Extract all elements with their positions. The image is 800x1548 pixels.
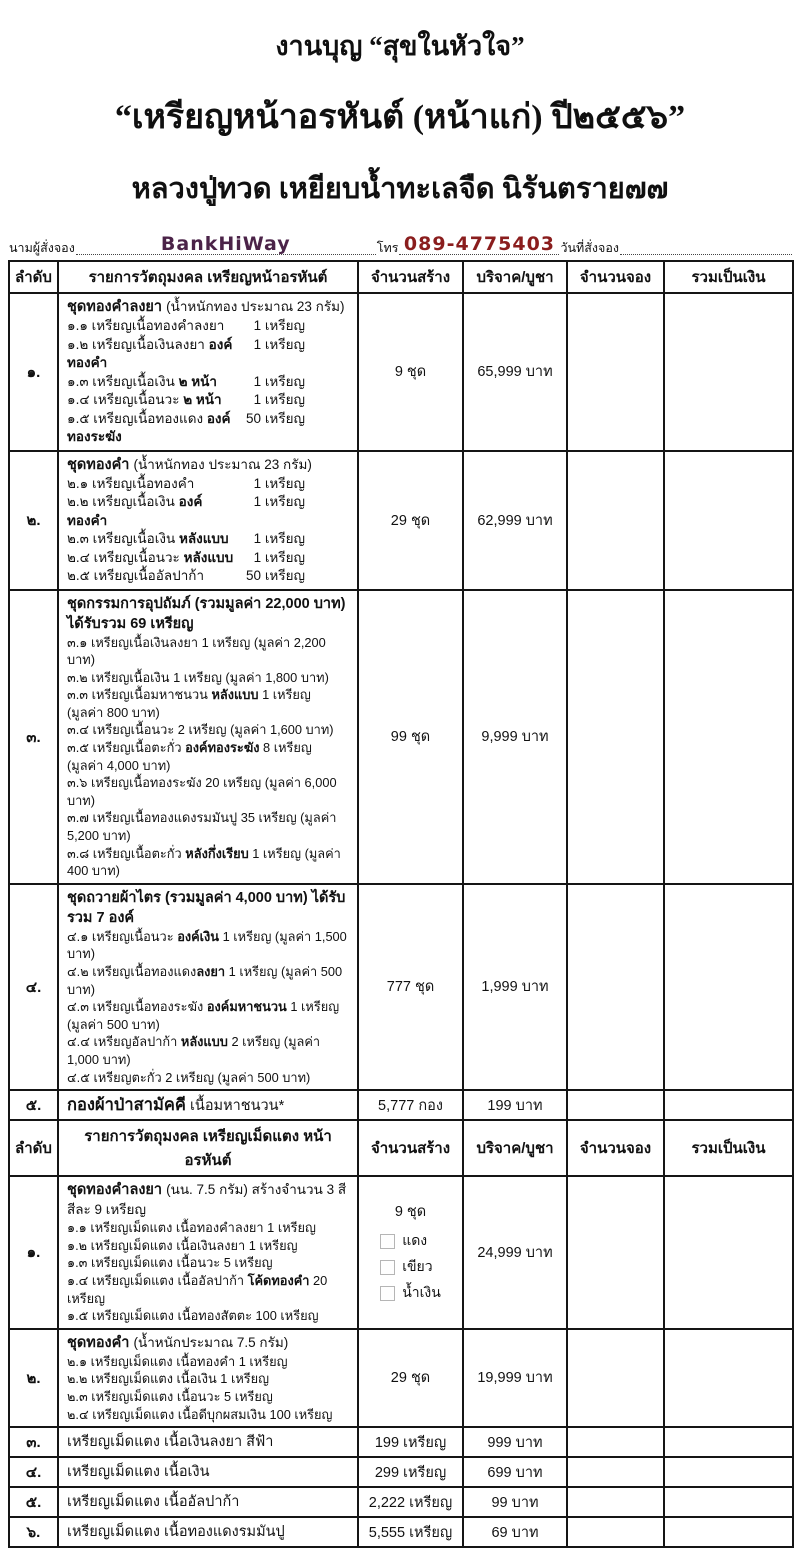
- donation-price-cell: 19,999 บาท: [463, 1329, 567, 1427]
- item-description: [58, 1517, 358, 1547]
- color-label: แดง: [402, 1232, 428, 1249]
- item-text: ๑.๕ เหรียญเนื้อทองแดง: [67, 410, 207, 426]
- item-text: ๒ หน้า: [183, 392, 222, 407]
- donation-price-cell: 62,999 บาท: [463, 451, 567, 590]
- quantity-made-cell: [358, 451, 463, 590]
- row-number: ๕.: [9, 1487, 58, 1517]
- item-quantity: 1 เหรียญ: [253, 392, 305, 407]
- table-row: [9, 590, 793, 884]
- item-text: เหรียญเม็ดแตง เนื้อเงิน: [67, 1464, 210, 1481]
- table-row: [9, 1427, 793, 1457]
- table-row: [9, 1517, 793, 1547]
- total-amount-input-cell[interactable]: [664, 1517, 793, 1547]
- color-checkbox[interactable]: [380, 1260, 395, 1275]
- item-text: 1 เหรียญ (มูลค่า 400 บาท): [67, 845, 341, 879]
- total-amount-input-cell[interactable]: [664, 293, 793, 451]
- row-number: ๓.: [9, 1427, 58, 1457]
- reserve-quantity-input-cell[interactable]: [567, 1487, 664, 1517]
- quantity-made-value: 9 ชุด: [394, 364, 427, 381]
- item-text: องค์ทองคำ: [67, 336, 233, 370]
- quantity-made-cell: [358, 1176, 463, 1329]
- item-text: ๒.๓ เหรียญเม็ดแตง เนื้อนวะ 5 เหรียญ: [67, 1388, 273, 1404]
- item-text: ๑.๕ เหรียญเม็ดแตง เนื้อทองสัตตะ 100 เหรียญ: [67, 1308, 319, 1324]
- total-amount-input-cell[interactable]: [664, 884, 793, 1090]
- quantity-made-value: 29 ชุด: [390, 1370, 431, 1387]
- item-text: หลังแบบ: [180, 1034, 228, 1050]
- item-description: [58, 451, 358, 590]
- item-text: ๔.๔ เหรียญอัลปาก้า: [67, 1034, 181, 1050]
- quantity-made-cell: [358, 1329, 463, 1427]
- total-amount-input-cell[interactable]: [664, 590, 793, 884]
- donation-price-cell: 99 บาท: [463, 1487, 567, 1517]
- item-text: 2 เหรียญ (มูลค่า 1,000 บาท): [67, 1034, 321, 1067]
- row-number: ๕.: [9, 1090, 58, 1120]
- quantity-made-cell: [358, 590, 463, 884]
- orderer-name-field[interactable]: [76, 224, 376, 255]
- item-text: องค์ทองระฆัง: [185, 740, 260, 756]
- column-header: รายการวัตถุมงคล เหรียญหน้าอรหันต์: [58, 261, 358, 293]
- item-quantity: 50 เหรียญ: [246, 410, 305, 426]
- item-description: [58, 1487, 358, 1517]
- reserve-quantity-input-cell[interactable]: [567, 1329, 664, 1427]
- quantity-made-value: 2,222 เหรียญ: [368, 1494, 453, 1511]
- reserve-quantity-input-cell[interactable]: [567, 1427, 664, 1457]
- row-number: ๖.: [9, 1517, 58, 1547]
- reserve-quantity-input-cell[interactable]: [567, 451, 664, 590]
- total-amount-input-cell[interactable]: [664, 1487, 793, 1517]
- coin-title: “เหรียญหน้าอรหันต์ (หน้าแก่) ปี๒๕๕๖”: [114, 99, 686, 136]
- donation-price-cell: 1,999 บาท: [463, 884, 567, 1090]
- item-text: ๒.๑ เหรียญเนื้อทองคำ: [67, 475, 195, 491]
- donation-price-cell: 199 บาท: [463, 1090, 567, 1120]
- order-form-page: [8, 0, 792, 1548]
- item-text: ๒.๑ เหรียญเม็ดแตง เนื้อทองคำ 1 เหรียญ: [67, 1353, 288, 1369]
- quantity-made-cell: [358, 1427, 463, 1457]
- item-text: ๓.๕ เหรียญเนื้อตะกั่ว: [67, 740, 186, 756]
- quantity-made-cell: [358, 1457, 463, 1487]
- item-description: [58, 590, 358, 884]
- reserve-quantity-input-cell[interactable]: [567, 293, 664, 451]
- item-text: ๑.๑ เหรียญเนื้อทองคำลงยา: [67, 318, 225, 333]
- item-quantity: 1 เหรียญ: [253, 318, 305, 333]
- quantity-made-value: 777 ชุด: [386, 979, 435, 996]
- total-amount-input-cell[interactable]: [664, 1329, 793, 1427]
- item-text: กองผ้าป่าสามัคคี: [67, 1095, 186, 1114]
- quantity-made-cell: [358, 884, 463, 1090]
- column-header: บริจาค/บูชา: [463, 1120, 567, 1176]
- item-text: เนื้อมหาชนวน*: [185, 1097, 285, 1114]
- donation-price-cell: 9,999 บาท: [463, 590, 567, 884]
- quantity-made-value: 5,555 เหรียญ: [368, 1524, 453, 1541]
- column-header: ลำดับ: [9, 1120, 58, 1176]
- item-text: ๑.๔ เหรียญเม็ดแตง เนื้ออัลปาก้า: [67, 1272, 248, 1288]
- quantity-made-value: 9 ชุด: [394, 1204, 427, 1221]
- reserve-quantity-input-cell[interactable]: [567, 1457, 664, 1487]
- item-text: ๓.๔ เหรียญเนื้อนวะ 2 เหรียญ (มูลค่า 1,600 บาท): [67, 722, 334, 738]
- item-quantity: 50 เหรียญ: [246, 568, 305, 583]
- item-description: [58, 884, 358, 1090]
- row-number: ๒.: [9, 1329, 58, 1427]
- item-quantity: 1 เหรียญ: [253, 336, 305, 352]
- phone-value: 089-4775403: [403, 233, 556, 255]
- item-description: [58, 1457, 358, 1487]
- item-text: ๓.๑ เหรียญเนื้อเงินลงยา 1 เหรียญ (มูลค่า 2,200 บาท): [67, 634, 326, 668]
- item-text: องค์เงิน: [177, 928, 220, 944]
- column-header: จำนวนจอง: [567, 261, 664, 293]
- phone-label: โทร: [376, 241, 399, 255]
- row-number: ๑.: [9, 293, 58, 451]
- item-text: องค์ทองคำ: [67, 494, 203, 528]
- item-text: ๒.๒ เหรียญเนื้อเงิน: [67, 494, 179, 509]
- donation-price-cell: 65,999 บาท: [463, 293, 567, 451]
- item-text: 1 เหรียญ (มูลค่า 500 บาท): [67, 964, 343, 997]
- quantity-made-value: 29 ชุด: [390, 512, 431, 529]
- quantity-made-value: 299 เหรียญ: [374, 1464, 447, 1481]
- item-text: ๒.๔ เหรียญเม็ดแตง เนื้อดีบุกผสมเงิน 100 เหรียญ: [67, 1406, 333, 1422]
- donation-price-cell: 999 บาท: [463, 1427, 567, 1457]
- item-text: ๒ หน้า: [178, 373, 217, 389]
- color-checkbox[interactable]: [380, 1286, 395, 1301]
- table-row: [9, 1329, 793, 1427]
- row-number: ๓.: [9, 590, 58, 884]
- quantity-made-value: 199 เหรียญ: [374, 1434, 447, 1451]
- item-quantity: 1 เหรียญ: [253, 531, 305, 546]
- reserve-quantity-input-cell[interactable]: [567, 1176, 664, 1329]
- item-text: เหรียญเม็ดแตง เนื้อเงินลงยา สีฟ้า: [67, 1434, 274, 1451]
- event-title: งานบุญ “สุขในหัวใจ”: [275, 31, 525, 61]
- phone-field[interactable]: [399, 224, 559, 255]
- item-text: หลังกึ่งเรียบ: [185, 845, 249, 861]
- row-number: ๒.: [9, 451, 58, 590]
- reserve-quantity-input-cell[interactable]: [567, 1517, 664, 1547]
- column-header: จำนวนสร้าง: [358, 261, 463, 293]
- column-header: บริจาค/บูชา: [463, 261, 567, 293]
- row-number: ๑.: [9, 1176, 58, 1329]
- column-header: รวมเป็นเงิน: [664, 261, 793, 293]
- item-text: ๑.๓ เหรียญเม็ดแตง เนื้อนวะ 5 เหรียญ: [67, 1255, 273, 1271]
- item-quantity: 1 เหรียญ: [253, 549, 305, 565]
- item-text: 1 เหรียญ (มูลค่า 500 บาท): [67, 999, 340, 1032]
- color-label: เขียว: [402, 1258, 433, 1275]
- color-option: [380, 1230, 427, 1252]
- donation-price-cell: 24,999 บาท: [463, 1176, 567, 1329]
- item-text: ๑.๒ เหรียญเม็ดแตง เนื้อเงินลงยา 1 เหรียญ: [67, 1237, 298, 1253]
- item-text: (น้ำหนักประมาณ 7.5 กรัม): [133, 1334, 289, 1350]
- item-text: ๒.๓ เหรียญเนื้อเงิน: [67, 531, 179, 546]
- quantity-made-value: 99 ชุด: [390, 729, 431, 746]
- quantity-made-cell: [358, 1487, 463, 1517]
- column-header: จำนวนจอง: [567, 1120, 664, 1176]
- item-description: [58, 1176, 358, 1329]
- color-option: [380, 1256, 432, 1278]
- item-text: (น้ำหนักทอง ประมาณ 23 กรัม): [133, 456, 312, 472]
- item-text: ๒.๕ เหรียญเนื้ออัลปาก้า: [67, 568, 205, 583]
- donation-price-cell: 699 บาท: [463, 1457, 567, 1487]
- title-block: [8, 24, 792, 211]
- monk-title: หลวงปู่ทวด เหยียบน้ำทะเลจืด นิรันตราย๗๗: [131, 173, 669, 205]
- item-text: ๑.๑ เหรียญเม็ดแตง เนื้อทองคำลงยา 1 เหรียญ: [67, 1220, 316, 1236]
- total-amount-input-cell[interactable]: [664, 1176, 793, 1329]
- item-text: ๓.๖ เหรียญเนื้อทองระฆัง 20 เหรียญ (มูลค่า 6,000 บาท): [67, 775, 337, 808]
- item-description: [58, 1329, 358, 1427]
- item-text: ๔.๒ เหรียญเนื้อทองแดง: [67, 964, 197, 979]
- item-text: ๒.๒ เหรียญเม็ดแตง เนื้อเงิน 1 เหรียญ: [67, 1371, 270, 1387]
- item-text: ชุดทองคำลงยา: [67, 1182, 167, 1199]
- item-text: ๒.๔ เหรียญเนื้อนวะ: [67, 549, 184, 565]
- row-number: ๔.: [9, 884, 58, 1090]
- item-text: ๓.๗ เหรียญเนื้อทองแดงรมมันปู 35 เหรียญ (มูลค่า 5,200 บาท): [67, 810, 337, 844]
- item-text: เหรียญเม็ดแตง เนื้อทองแดงรมมันปู: [67, 1524, 285, 1541]
- item-text: ๔.๓ เหรียญเนื้อทองระฆัง: [67, 999, 207, 1015]
- table-row: [9, 293, 793, 451]
- item-text: ๓.๒ เหรียญเนื้อเงิน 1 เหรียญ (มูลค่า 1,800 บาท): [67, 669, 329, 685]
- quantity-made-value: 5,777 กอง: [378, 1097, 443, 1114]
- quantity-made-cell: [358, 293, 463, 451]
- item-text: ชุดกรรมการอุปถัมภ์ (รวมมูลค่า 22,000 บาท) ได้รับรวม 69 เหรียญ: [67, 595, 346, 632]
- column-header: ลำดับ: [9, 261, 58, 293]
- item-text: ชุดทองคำลงยา: [67, 299, 167, 315]
- item-text: ชุดทองคำ: [67, 456, 134, 473]
- total-amount-input-cell[interactable]: [664, 1427, 793, 1457]
- donation-price-cell: 69 บาท: [463, 1517, 567, 1547]
- reserve-quantity-input-cell[interactable]: [567, 884, 664, 1090]
- column-header: รวมเป็นเงิน: [664, 1120, 793, 1176]
- item-quantity: 1 เหรียญ: [253, 494, 305, 509]
- reserve-quantity-input-cell[interactable]: [567, 590, 664, 884]
- row-number: ๔.: [9, 1457, 58, 1487]
- order-date-field[interactable]: [620, 224, 792, 255]
- quantity-made-cell: [358, 1517, 463, 1547]
- color-label: น้ำเงิน: [402, 1284, 441, 1301]
- total-amount-input-cell[interactable]: [664, 1457, 793, 1487]
- item-text: โค้ดทองคำ: [247, 1272, 310, 1288]
- arahant-coin-table: [8, 260, 794, 1121]
- orderer-info-line: [8, 225, 792, 255]
- melon-seed-coin-table: [8, 1119, 794, 1548]
- item-text: (น้ำหนักทอง ประมาณ 23 กรัม): [166, 299, 345, 314]
- item-text: ๑.๓ เหรียญเนื้อเงิน: [67, 373, 179, 389]
- item-text: ๑.๒ เหรียญเนื้อเงินลงยา: [67, 336, 209, 352]
- order-date-label: วันที่สั่งจอง: [560, 241, 619, 255]
- table-row: [9, 1457, 793, 1487]
- item-text: ชุดทองคำ: [67, 1334, 134, 1351]
- item-description: [58, 293, 358, 451]
- orderer-name-value: BankHiWay: [160, 233, 291, 255]
- column-header: จำนวนสร้าง: [358, 1120, 463, 1176]
- item-text: (นน. 7.5 กรัม) สร้างจำนวน 3 สี สีละ 9 เหรียญ: [67, 1182, 347, 1218]
- item-description: [58, 1427, 358, 1457]
- orderer-name-label: นามผู้สั่งจอง: [9, 241, 75, 255]
- item-text: เหรียญเม็ดแตง เนื้ออัลปาก้า: [67, 1494, 240, 1511]
- total-amount-input-cell[interactable]: [664, 451, 793, 590]
- item-text: หลังแบบ: [178, 531, 229, 546]
- color-option: [380, 1282, 441, 1304]
- item-text: 1 เหรียญ (มูลค่า 1,500 บาท): [67, 928, 347, 962]
- item-text: ๔.๑ เหรียญเนื้อนวะ: [67, 928, 178, 944]
- table-row: [9, 1487, 793, 1517]
- item-text: ๑.๔ เหรียญเนื้อนวะ: [67, 392, 184, 407]
- item-text: ชุดถวายผ้าไตร (รวมมูลค่า 4,000 บาท) ได้รับรวม 7 องค์: [67, 889, 346, 926]
- color-checkbox[interactable]: [380, 1234, 395, 1249]
- item-text: ๔.๕ เหรียญตะกั่ว 2 เหรียญ (มูลค่า 500 บาท): [67, 1069, 311, 1085]
- table-row: [9, 1176, 793, 1329]
- item-quantity: 1 เหรียญ: [253, 373, 305, 389]
- item-text: องค์มหาชนวน: [206, 999, 287, 1015]
- item-text: องค์ทองระฆัง: [67, 410, 231, 444]
- item-text: ๓.๓ เหรียญเนื้อมหาชนวน: [67, 687, 212, 703]
- item-text: ลงยา: [196, 964, 226, 979]
- item-text: หลังแบบ: [211, 687, 259, 703]
- item-quantity: 1 เหรียญ: [253, 475, 305, 491]
- column-header: รายการวัตถุมงคล เหรียญเม็ดแตง หน้าอรหันต์: [58, 1120, 358, 1176]
- item-text: 20 เหรียญ: [67, 1272, 328, 1306]
- item-text: 8 เหรียญ (มูลค่า 4,000 บาท): [67, 740, 312, 773]
- table-row: [9, 451, 793, 590]
- table-row: [9, 884, 793, 1090]
- item-text: หลังแบบ: [183, 549, 234, 565]
- item-text: 1 เหรียญ (มูลค่า 800 บาท): [67, 687, 311, 720]
- color-options: [380, 1226, 441, 1304]
- item-text: ๓.๘ เหรียญเนื้อตะกั่ว: [67, 845, 186, 861]
